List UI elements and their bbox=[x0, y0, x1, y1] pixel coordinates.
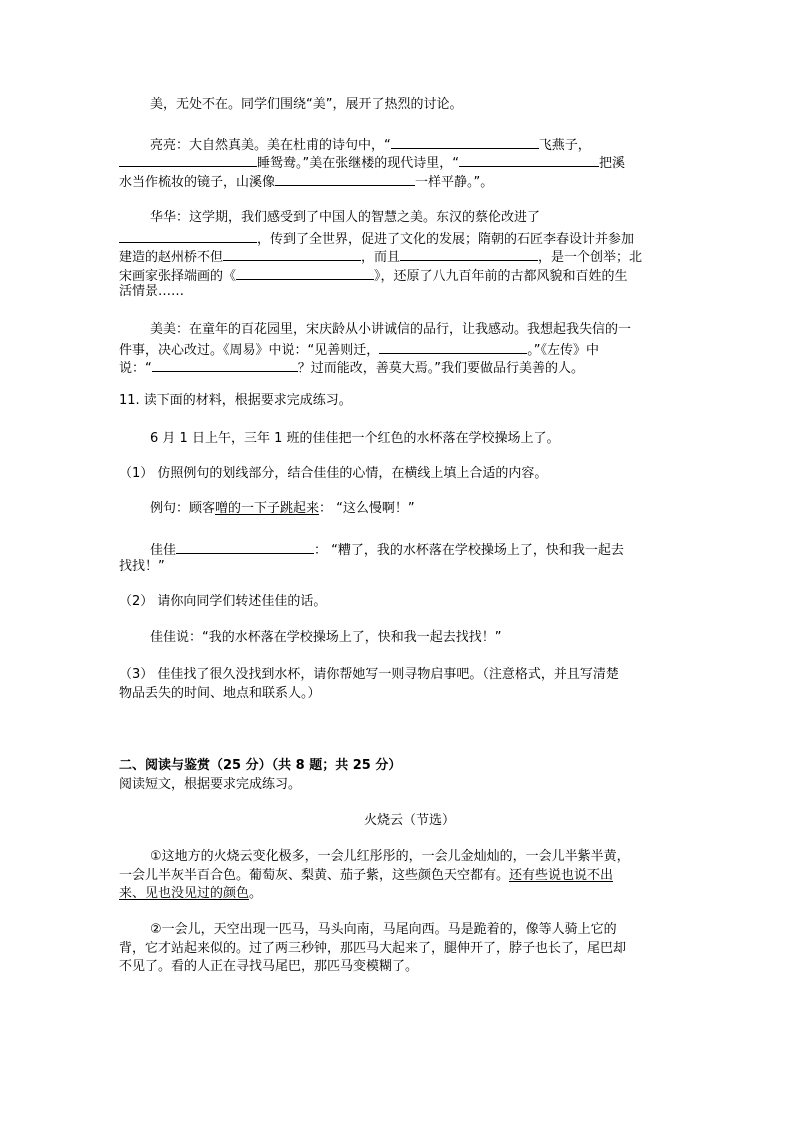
text: 件事，决心改过。《周易》中说：“见善则迁， bbox=[119, 343, 380, 358]
article-title: 火烧云（节选） bbox=[364, 813, 456, 828]
answer-blank[interactable] bbox=[176, 539, 314, 554]
text: 建造的赵州桥不但 bbox=[119, 250, 224, 265]
text: 宋画家张择端画的《 bbox=[119, 269, 237, 284]
text: 把溪 bbox=[598, 156, 625, 171]
para-2-line-2: 背，它才站起来似的。过了两三秒钟，那匹马大起来了，腿伸开了，脖子也长了，尾巴却 bbox=[119, 941, 627, 956]
text: 例句：顾客 bbox=[150, 501, 216, 516]
para-2-line-1: ②一会儿，天空出现一匹马，马头向南，马尾向西。马是跪着的，像等人骑上它的 bbox=[150, 922, 617, 937]
text: ，而且 bbox=[361, 250, 401, 265]
q11-title: 11. 读下面的材料，根据要求完成练习。 bbox=[119, 393, 352, 408]
underlined-sentence: 来、见也没见过的颜色 bbox=[119, 886, 250, 901]
jiajia-said: 佳佳说：“我的水杯落在学校操场上了，快和我一起去找找！” bbox=[150, 630, 502, 645]
text: 。 bbox=[249, 886, 263, 901]
jiajia-fill-line-2: 找找！” bbox=[119, 559, 165, 574]
text: ： “这么慢啊！” bbox=[319, 501, 415, 516]
text: ： “糟了，我的水杯落在学校操场上了，快和我一起去 bbox=[314, 543, 624, 558]
meimei-line-1: 美美：在童年的百花园里，宋庆龄从小讲诚信的品行，让我感动。我想起我失信的一 bbox=[150, 322, 632, 337]
liangliang-line-2 bbox=[119, 152, 625, 173]
intro-line: 美，无处不在。同学们围绕“美”，展开了热烈的讨论。 bbox=[150, 97, 463, 112]
para-2-line-3: 不见了。看的人正在寻找马尾巴，那匹马变模糊了。 bbox=[119, 959, 419, 974]
q11-part-2: （2） 请你向同学们转述佳佳的话。 bbox=[119, 594, 327, 609]
text: ？过而能改，善莫大焉。”我们要做品行美善的人。 bbox=[297, 361, 584, 376]
text: ，传到了全世界，促进了文化的发展；隋朝的石匠李春设计并参加 bbox=[257, 232, 635, 247]
huahua-line-4 bbox=[119, 265, 628, 286]
answer-blank[interactable] bbox=[119, 152, 257, 167]
q11-material: 6 月 1 日上午，三年 1 班的佳佳把一个红色的水杯落在学校操场上了。 bbox=[150, 431, 560, 446]
q11-part-3-line-2: 物品丢失的时间、地点和联系人。） bbox=[119, 686, 321, 701]
huahua-line-3 bbox=[119, 246, 642, 267]
text: 。”《左传》中 bbox=[527, 343, 599, 358]
section-2-heading: 二、阅读与鉴赏（25 分）（共 8 题；共 25 分） bbox=[119, 758, 402, 773]
answer-blank[interactable] bbox=[223, 246, 361, 261]
meimei-line-3 bbox=[119, 357, 584, 378]
text: 亮亮：大自然真美。美在杜甫的诗句中，“ bbox=[150, 138, 391, 153]
liangliang-line-3 bbox=[119, 171, 493, 192]
example-sentence bbox=[150, 500, 415, 518]
section-2-intro: 阅读短文，根据要求完成练习。 bbox=[119, 777, 302, 792]
q11-part-1: （1） 仿照例句的划线部分，结合佳佳的心情，在横线上填上合适的内容。 bbox=[119, 466, 548, 481]
answer-blank[interactable] bbox=[400, 246, 538, 261]
para-1-line-3 bbox=[119, 885, 262, 903]
example-underlined: 噌的一下子跳起来 bbox=[215, 501, 320, 516]
huahua-line-5: 活情景…… bbox=[119, 284, 185, 299]
text: 佳佳 bbox=[150, 543, 177, 558]
answer-blank[interactable] bbox=[379, 339, 527, 354]
answer-blank[interactable] bbox=[236, 265, 374, 280]
text: ，是一个创举；北 bbox=[538, 250, 643, 265]
para-1-line-2 bbox=[119, 867, 613, 885]
text: 水当作梳妆的镜子，山溪像 bbox=[119, 175, 276, 190]
answer-blank[interactable] bbox=[152, 357, 298, 372]
huahua-line-1: 华华：这学期，我们感受到了中国人的智慧之美。东汉的蔡伦改进了 bbox=[150, 210, 541, 225]
jiajia-fill-line-1 bbox=[150, 539, 624, 560]
text: 飞燕子， bbox=[538, 138, 591, 153]
text: 睡鸳鸯。”美在张继楼的现代诗里，“ bbox=[257, 156, 459, 171]
answer-blank[interactable] bbox=[119, 228, 257, 243]
text: 说：“ bbox=[119, 361, 152, 376]
answer-blank[interactable] bbox=[391, 134, 539, 149]
answer-blank[interactable] bbox=[275, 171, 415, 186]
q11-part-3-line-1: （3） 佳佳找了很久没找到水杯，请你帮她写一则寻物启事吧。（注意格式，并且写清楚 bbox=[119, 667, 619, 682]
text: 一样平静。”。 bbox=[415, 175, 494, 190]
underlined-sentence: 还有些说也说不出 bbox=[509, 868, 614, 883]
para-1-line-1: ①这地方的火烧云变化极多，一会儿红彤彤的，一会儿金灿灿的，一会儿半紫半黄， bbox=[150, 849, 630, 864]
text: 》，还原了八九百年前的古都风貌和百姓的生 bbox=[374, 269, 628, 284]
text: 一会儿半灰半百合色。葡萄灰、梨黄、茄子紫，这些颜色天空都有。 bbox=[119, 868, 510, 883]
answer-blank[interactable] bbox=[459, 152, 599, 167]
